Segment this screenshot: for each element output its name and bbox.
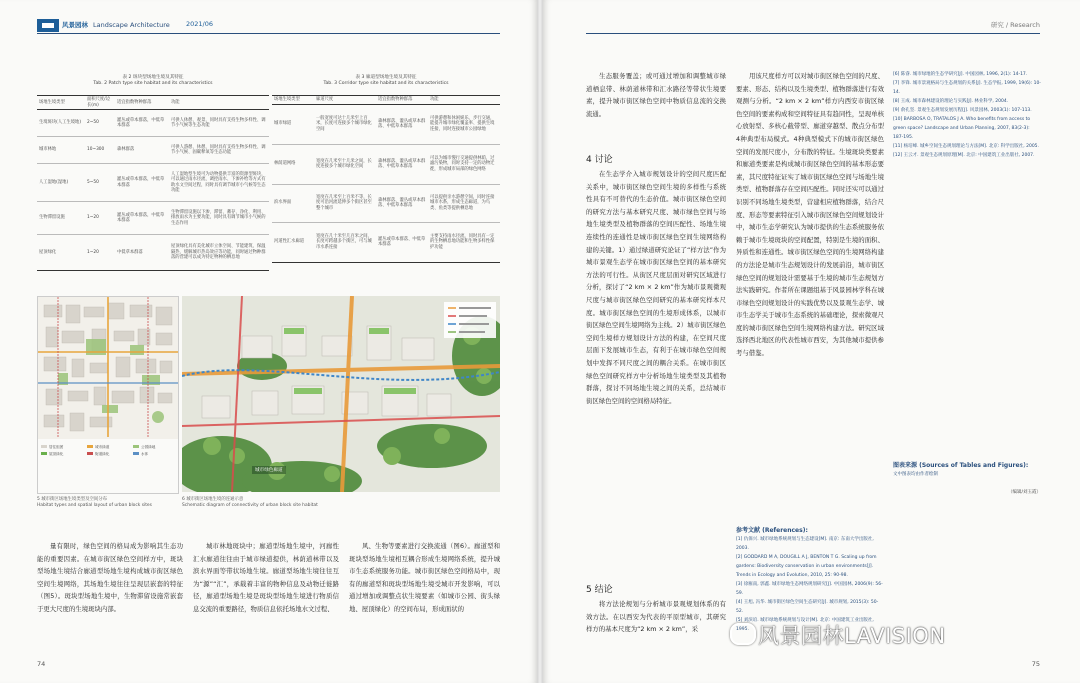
table-cell: 河道性汇水廊道 bbox=[272, 222, 314, 262]
section-heading-5: 5 结论 bbox=[586, 585, 613, 595]
figure-6-label: 城市绿色廊道 bbox=[252, 466, 286, 474]
table-row bbox=[37, 164, 269, 202]
table-cell: 一般宽度可达十几米至上百米，长度可连接多个城市绿化空间 bbox=[314, 104, 376, 144]
table-cell: 可供游憩和休闲娱乐、步行交通，能提升城市绿化覆盖率、提供生境连接，同时连接城市公园绿地 bbox=[428, 104, 500, 144]
issue-number: 2021/06 bbox=[186, 20, 214, 28]
left-body-col1: 量有限时，绿色空间的格局成为影响其生态功能的重要因素。在城市街区绿色空间样方中，斑块型场地生境结合廊道型场地生境构成城市街区绿色空间生境网络，其场地生境往往呈现层嵌套的特征（图5）。斑块型场地生境中，生物滞留设施常嵌套于更大尺度的生境斑块内部。 bbox=[37, 542, 183, 613]
table-row bbox=[272, 144, 500, 184]
legend-item bbox=[41, 452, 83, 458]
page-number-right: 75 bbox=[1031, 660, 1040, 668]
page-number-left: 74 bbox=[37, 660, 46, 668]
table-cell: 人工湿地(湿地) bbox=[37, 164, 85, 202]
left-body-col3: 风、生物等要素进行交换流通（图6）。廊道型和斑块型场地生境相互耦合形成生境网络系统，提升城市生态系统服务功能。城市街区绿色空间格局中，现有的廊道型和斑块型场地生境受城市开发影响，可以通过增加或调整点状生境要素（如城市公园、街头绿地、屋顶绿化）的空间布局，形成面状的 bbox=[349, 542, 500, 613]
reference-item: [3] 徐雁南, 郭鑫. 城市绿地生态网络规划研究[J]. 中国园林, 2006(9): 56-59. bbox=[736, 582, 883, 596]
legend-label: 居住组团 bbox=[49, 445, 64, 449]
reference-item: [8] 王成. 城市森林建设的理论与实践[J]. 林业科学, 2004. bbox=[893, 99, 1009, 104]
table3-header-row bbox=[272, 96, 500, 105]
legend-label: 水体 bbox=[141, 451, 149, 456]
table2-caption bbox=[37, 75, 269, 88]
legend-label: 公园绿地 bbox=[141, 445, 156, 449]
table-cell: 可以为城市慢行交通提供林荫，过滤污染物，同时支持一定的动物迁徙，形成城市局部的绿色网络 bbox=[428, 144, 500, 184]
journal-name: Landscape Architecture bbox=[93, 21, 170, 29]
figure-5-caption bbox=[37, 497, 177, 509]
journal-title bbox=[62, 20, 170, 29]
table-cell: 森林群落、灌丛或草本群落、中低草本群落 bbox=[376, 144, 428, 184]
table3-header: 廊道尺度 bbox=[314, 96, 376, 105]
table-cell: 10~300 bbox=[85, 137, 115, 164]
table-cell: 灌丛或草本群落，中低草本群落 bbox=[115, 202, 169, 235]
table-cell: 人工湿地型生境可为动物提供丰富的资源型斑块，可以通过雨水径流、调控雨水、下渗补给等方式有助水文空间过程，同时具有调节城市小气候等生态功能 bbox=[169, 164, 269, 202]
section-heading-4: 4 讨论 bbox=[586, 155, 613, 165]
table-cell: 屋顶绿化 bbox=[37, 235, 85, 271]
figure-6-caption-cn: 6 城市街区场地生境的连通示意 bbox=[182, 497, 244, 502]
table-cell: 中低草本群落 bbox=[115, 235, 169, 271]
table-row bbox=[37, 235, 269, 271]
legend-item bbox=[133, 452, 175, 458]
table2-caption-en: Tab. 2 Patch type site habitat and its characteristics bbox=[93, 81, 213, 87]
right-body-col1-top: 生态服务覆盖；或可通过增加和调整城市绿道栖息带、林荫道林带和汇水路径等带状生境要素，提升城市街区绿色空间中物质信息流的交换流通。 bbox=[586, 72, 726, 118]
section-label: 研究 / Research bbox=[990, 21, 1040, 29]
table-cell: 城市绿道 bbox=[272, 104, 314, 144]
table-row bbox=[37, 202, 269, 235]
reference-item: [10] BARBOSA O, TRATALOS J A. Who benefits from access to green space? Landscape and Urban Planning, 2007, 83(2-3): 187-195. bbox=[893, 117, 1031, 140]
right-page bbox=[543, 0, 1080, 683]
table3-header: 功能 bbox=[428, 96, 500, 105]
table-cell: 2~50 bbox=[85, 110, 115, 137]
table-cell: 宽度在几米至十几米之间，长度连接多个城市绿化空间 bbox=[314, 144, 376, 184]
sources-text: 文中图表均由作者绘制 bbox=[893, 472, 938, 477]
table-cell: 可以提供亲水游憩空间，同时连接城市水系，形成生态廊道，为鸟类、鱼类等提供栖息地 bbox=[428, 184, 500, 222]
legend-item bbox=[87, 452, 129, 458]
table-cell: 灌丛或草本群落，中低草本群落 bbox=[115, 164, 169, 202]
table3-header: 适宜指数物种群落 bbox=[376, 96, 428, 105]
legend-label: 街道绿化 bbox=[95, 451, 110, 456]
reference-item: [4] 王旭, 冯华. 城市街区绿色空间生态研究[J]. 城市规划, 2015(3): 50-52. bbox=[736, 600, 879, 614]
left-page bbox=[0, 0, 537, 683]
table3-caption bbox=[272, 75, 500, 88]
table-cell: 生境斑块(人工生境地) bbox=[37, 110, 85, 137]
table-cell: 林荫道网络 bbox=[272, 144, 314, 184]
table-cell: 可供人休憩、观景，同时具有支持生物多样性、调节小气候等生态功能 bbox=[169, 110, 269, 137]
wechat-icon bbox=[730, 623, 756, 645]
table-row bbox=[37, 137, 269, 164]
right-body-col1-mid: 在生态学介入城市规划设计的空间尺度匹配关系中，城市街区绿色空间生境的多样性与系统性具有不可替代的生态价值。城市街区绿色空间的研究方法与基本研究尺度、城市绿色空间与场地生境类型及植物群落的空间匹配性、场地生境连续性的连通性是城市街区绿色空间生境网络构建的关键。1）通过绿道研究论证了“样方法”作为城市景观生态学在城市街区绿色空间的基本研究方法的可行性。从街区尺度层面对研究区域进行分析，探讨了“2 km × 2 km”作为城市景观微观尺度与城市街区绿色空间研究的基本研究样本尺度。城市街区绿色空间的生境形成体系，以城市街区绿色空间生境网络为主线。2）城市街区绿色空间生境样方规划设计方法的构建，在空间尺度层面下发展城市生态，有利于在城市绿色空间规划中发挥不同尺度之间的耦合关系。在城市街区绿色空间研究样方中分析场地生境类型及其植物群落，探讨不同场地生境之间的关系，总结城市街区绿色空间的空间格局特征。 bbox=[586, 170, 726, 405]
references-list-continued bbox=[893, 70, 1041, 430]
figure-6-caption-en: Schematic diagram of connectivity of urban block site habitat bbox=[182, 502, 318, 508]
table3-caption-en: Tab. 3 Corridor type site habitat and its characteristics bbox=[323, 81, 449, 87]
figure-6-illustration bbox=[182, 296, 500, 492]
header-rule bbox=[586, 33, 1040, 34]
table-cell: 主要支持雨水径流，同时具有一定的生物栖息地功能和生物多样性保护功能 bbox=[428, 222, 500, 262]
table2 bbox=[37, 95, 269, 271]
legend-item bbox=[41, 445, 83, 451]
table-cell: 滨水界面 bbox=[272, 184, 314, 222]
table3 bbox=[272, 95, 500, 263]
references-title: 参考文献 (References): bbox=[736, 527, 808, 534]
right-body-col2: 用该尺度样方可以对城市街区绿色空间的尺度、要素、形态、结构以及生境类型、植物群落进行有效观测与分析。“2 km × 2 km”样方内西安市街区绿色空间的要素构成和空间特征具有趋同性，呈现单核心放射型、多核心截带型、廊道穿越型、散点分布型4种典型布局模式。4种典型模式下的城市街区绿色空间的发展尺度小，分布散的特征。生境斑块类要素和廊道类要素是构成城市街区绿色空间的基本形态要素，其尺度特征证实了城市街区绿色空间与场地生境类型、植物群落存在空间匹配性。同时还实可以通过识别不同场地生境类型，营建相应植物群落，结合尺度、形态等要素特征引入城市街区绿色空间规划设计中，城市生态学研究认为城市提供的生态系统服务依赖于城市生境斑块的空间配置，特别是生境的面积、异质性和连通性。城市街区绿色空间的生境网络构建的方法论是城市生态规划设计的发展前沿，城市街区绿色空间的规划设计需要基于生境的城市生态规划方法实践研究。作者所在课题组基于风景园林学科在城市绿色空间规划设计的实践优势以及景观生态学、城市生态学关于城市生态系统的基础理论，探索微观尺度的城市街区绿色空间生境网络构建方法。研究区域选择西北地区的代表性城市西安，为其他城市提供参考与借鉴。 bbox=[736, 72, 884, 358]
table-row bbox=[272, 104, 500, 144]
figure-5-caption-cn: 5 城市街区场地生境类型及空间分布 bbox=[37, 497, 108, 502]
reference-item: [7] 李锋. 城市景观格局与生态规划的关系[J]. 生态学报, 1999, 19(6): 10-14. bbox=[893, 81, 1041, 95]
figure-6-caption bbox=[182, 497, 500, 509]
header-rule bbox=[37, 33, 500, 34]
sources-title: 图表来源 (Sources of Tables and Figures): bbox=[893, 462, 1029, 469]
reference-item: [9] 俞孔坚. 景观生态规划发展历程[J]. 风景园林, 2003(1): 107-113. bbox=[893, 108, 1032, 113]
table-row bbox=[272, 184, 500, 222]
table3-caption-cn: 表 3 廊道型场地生境及其特征 bbox=[355, 75, 417, 80]
table3-header: 场地生境类型 bbox=[272, 96, 314, 105]
journal-logo bbox=[37, 19, 59, 32]
table-cell: 宽度在几十米至几百米之间，长度可跨越多个街区，可与城市水系连接 bbox=[314, 222, 376, 262]
reference-item: [6] 陈睿. 城市绿地的生态学研究[J]. 中国园林, 1996, 2(1): 14-17. bbox=[893, 72, 1028, 77]
table-cell: 屋顶绿化具有美化城市立体空间、节能建筑、保温隔热、缓解城市热岛效应等功能，同时通过物种群落的营建可以成为特定物种的栖息地 bbox=[169, 235, 269, 271]
legend-item bbox=[87, 445, 129, 451]
table-cell: 生物滞留设施以下渗、滞留、蓄存、净化、利用、排放雨水为主要功能，同时具有调节城市小气候的生态作用 bbox=[169, 202, 269, 235]
reference-item: [2] GODDARD M A, DOUGILL A J, BENTON T G. Scaling up from gardens: Biodiversity conservation in urban environments[J]. Trends in Ecology and Evolution, 2010, 25: 90-98. bbox=[736, 555, 877, 578]
table-cell: 5~50 bbox=[85, 164, 115, 202]
table-cell: 森林群落、灌丛或草本群落、中低草本群落 bbox=[376, 104, 428, 144]
watermark: 风景园林LAVISION bbox=[758, 624, 946, 648]
table2-header: 适宜指数物种群落 bbox=[115, 96, 169, 110]
table2-header: 场地生境类型 bbox=[37, 96, 85, 110]
table-cell: 城市林地 bbox=[37, 137, 85, 164]
table-cell: 可供人游憩、休憩，同时具有支持生物多样性、调节小气候、固碳释氧等生态功能 bbox=[169, 137, 269, 164]
table-cell: 生物滞留设施 bbox=[37, 202, 85, 235]
figure-5-map bbox=[37, 296, 179, 494]
table-cell: 灌丛或草本群落、中低草本群落 bbox=[376, 222, 428, 262]
figure-5-caption-en: Habitat types and spatial layout of urban block sites bbox=[37, 502, 152, 508]
table-cell: 灌丛或草本群落，中低草本群落 bbox=[115, 110, 169, 137]
figure-6-graphic bbox=[182, 296, 500, 492]
reference-item: [12] 王云才. 景观生态规划原理[M]. 北京: 中国建筑工业出版社, 2007. bbox=[893, 153, 1035, 158]
table2-header: 面积尺度/边长(m) bbox=[85, 96, 115, 110]
editor-credit: （编辑/刘玉霞） bbox=[1007, 490, 1041, 495]
table-cell: 森林群落、灌丛或草本群落、中低草本群落 bbox=[376, 184, 428, 222]
table2-caption-cn: 表 2 斑块型场地生境及其特征 bbox=[122, 75, 184, 80]
journal-brand: 风景园林 bbox=[62, 21, 88, 29]
figure-5-legend bbox=[41, 445, 175, 458]
figure-5-map-graphic bbox=[38, 297, 178, 493]
table2-header-row bbox=[37, 96, 269, 110]
table2-header: 功能 bbox=[169, 96, 269, 110]
legend-label: 城市绿道 bbox=[95, 445, 110, 449]
reference-item: [5] 刘滨谊. 城市绿地系统规划与设计[M]. 北京: 中国建筑工业出版社, 1995. bbox=[736, 618, 874, 632]
left-body-col2: 城市林地斑块中；廊道型场地生境中，河廊性汇水廊道往往由于城市绿道提供，林荫道林带以及滨水界面等带状场地生境。廊道型场地生境往往互为“源”“汇”，承载着丰富的物种信息及动物迁徙路径，廊道型场地生境是斑块型场地生境进行物质信息交流的重要路径，物质信息依托场地水文过程、 bbox=[193, 542, 339, 613]
right-body-col1-bottom: 将方法论规划与分析城市景观规划体系的有效方法。在以西安为代表的平原型城市，其研究样方的基本尺度为“2 km × 2 km”，采 bbox=[586, 600, 726, 634]
table-cell: 宽度在几米至上百米不等，长度可沿河流延伸多个街区甚至整个城市 bbox=[314, 184, 376, 222]
legend-label: 屋顶绿化 bbox=[49, 451, 64, 456]
legend-item bbox=[133, 445, 175, 451]
reference-item: [1] 仇保兴. 城市绿地系统规划与生态建设[M]. 南京: 东南大学出版社, 2003. bbox=[736, 537, 874, 551]
reference-item: [11] 杨培峰. 城乡空间生态规划理论与方法[M]. 北京: 科学出版社, 2005. bbox=[893, 144, 1039, 149]
table-row bbox=[37, 110, 269, 137]
table-cell: 1~20 bbox=[85, 235, 115, 271]
table-cell: 1~20 bbox=[85, 202, 115, 235]
table-cell: 森林群落 bbox=[115, 137, 169, 164]
table-row bbox=[272, 222, 500, 262]
